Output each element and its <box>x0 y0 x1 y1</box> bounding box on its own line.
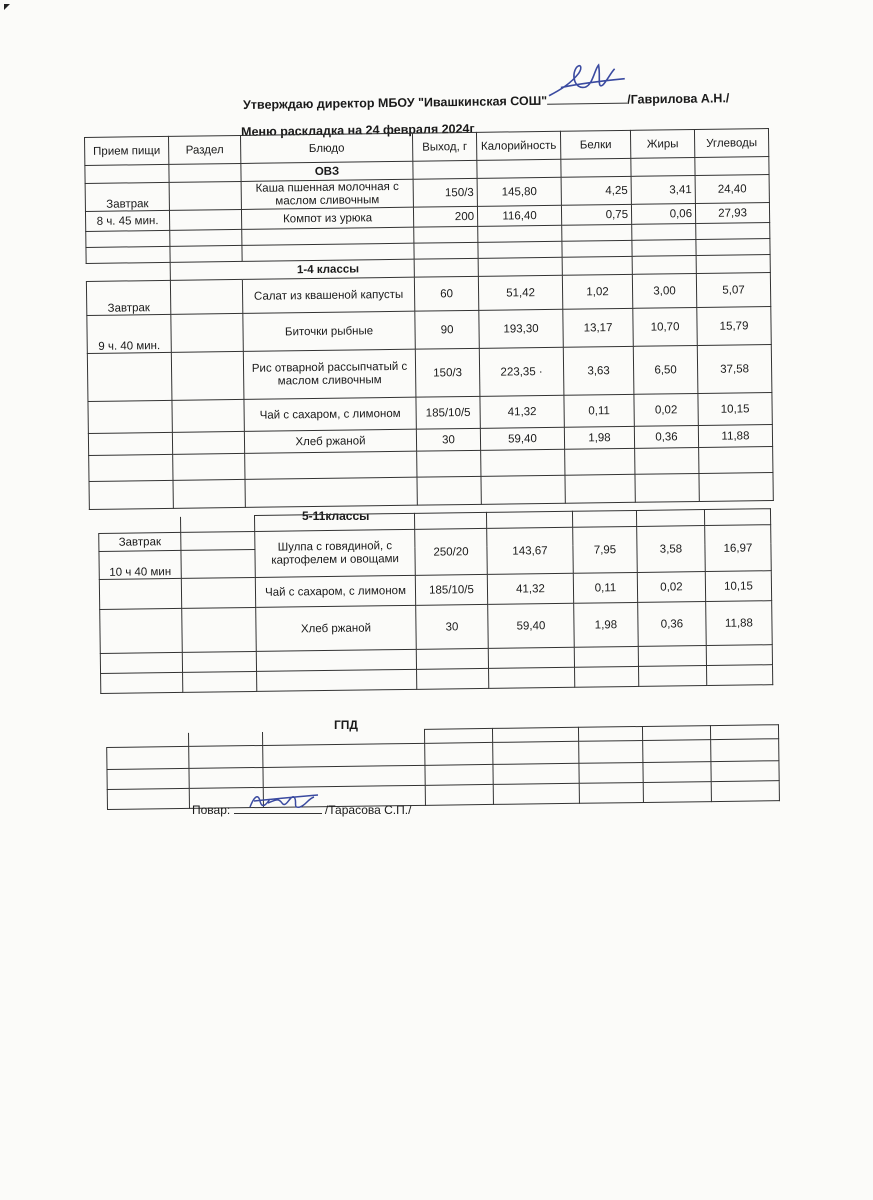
dish-yield: 185/10/5 <box>415 574 487 605</box>
section-title-1-4: 1-4 классы <box>242 259 414 279</box>
dish-protein: 4,25 <box>561 176 631 205</box>
dish-name: Хлеб ржаной <box>256 605 417 651</box>
menu-table-gpd <box>106 724 780 810</box>
dish-name: Чай с сахаром, с лимоном <box>244 397 416 431</box>
dish-protein: 13,17 <box>563 308 633 347</box>
column-header: Белки <box>560 130 630 159</box>
dish-carbs: 37,58 <box>697 345 772 394</box>
dish-carbs: 10,15 <box>698 393 772 426</box>
dish-protein: 1,02 <box>562 274 632 309</box>
meal-time: 8 ч. 45 мин. <box>85 210 169 231</box>
dish-kcal: 145,80 <box>477 177 561 206</box>
column-header: Выход, г <box>412 132 476 161</box>
menu-title: Меню раскладка на 24 февраля 2024г <box>241 121 475 139</box>
dish-fat: 3,41 <box>631 176 695 205</box>
dish-protein: 0,11 <box>573 572 637 603</box>
dish-yield: 150/3 <box>415 348 480 397</box>
dish-carbs: 27,93 <box>695 203 769 224</box>
dish-fat: 0,36 <box>634 425 698 448</box>
meal-time: 9 ч. 40 мин. <box>87 314 171 353</box>
column-header: Калорийность <box>476 131 560 160</box>
cook-signature-line <box>234 803 322 814</box>
approval-text: Утверждаю директор МБОУ "Ивашкинская СОШ" <box>243 93 548 112</box>
cook-signature <box>244 787 324 817</box>
dish-fat: 3,00 <box>632 273 696 308</box>
dish-kcal: 59,40 <box>488 603 575 648</box>
dish-kcal: 41,32 <box>487 573 573 604</box>
dish-carbs: 11,88 <box>706 601 773 646</box>
dish-carbs: 16,97 <box>705 525 772 572</box>
section-title-ovz: ОВЗ <box>241 161 413 181</box>
dish-name: Салат из квашеной капусты <box>242 277 414 313</box>
dish-kcal: 51,42 <box>478 275 562 310</box>
dish-yield: 185/10/5 <box>416 396 480 429</box>
signature-line <box>547 93 627 105</box>
director-signature <box>541 59 632 104</box>
approval-name: /Гаврилова А.Н./ <box>627 91 730 107</box>
dish-yield: 150/3 <box>413 178 477 207</box>
cook-label: Повар: <box>192 803 231 817</box>
dish-carbs: 11,88 <box>698 425 772 448</box>
dish-protein: 7,95 <box>573 526 638 573</box>
section-title-gpd: ГПД <box>334 718 358 732</box>
approval-line <box>243 91 729 112</box>
dish-protein: 0,75 <box>561 204 631 225</box>
dish-name: Компот из урюка <box>241 207 413 229</box>
dish-name: Биточки рыбные <box>243 311 415 351</box>
dish-name: Рис отварной рассыпчатый с маслом сливочным <box>243 349 416 399</box>
dish-kcal: 116,40 <box>477 205 561 226</box>
meal-name: Завтрак <box>85 182 169 211</box>
dish-protein: 0,11 <box>564 394 634 427</box>
dish-kcal: 143,67 <box>487 527 574 574</box>
dish-yield: 200 <box>413 206 477 227</box>
dish-protein: 1,98 <box>574 602 639 647</box>
scan-corner-mark <box>4 4 10 10</box>
dish-yield: 30 <box>416 604 489 649</box>
dish-kcal: 223,35 · <box>479 347 564 396</box>
column-header: Жиры <box>630 130 694 159</box>
dish-carbs: 5,07 <box>696 273 770 308</box>
dish-protein: 1,98 <box>564 426 634 449</box>
dish-kcal: 41,32 <box>480 395 564 428</box>
column-header: Раздел <box>168 135 240 164</box>
dish-protein: 3,63 <box>563 346 634 395</box>
dish-kcal: 193,30 <box>479 309 563 348</box>
dish-fat: 6,50 <box>633 345 698 394</box>
cook-name: /Тарасова С.П./ <box>324 803 412 817</box>
section-title-5-11: 5-11классы <box>302 509 370 523</box>
dish-carbs: 10,15 <box>705 571 771 602</box>
dish-kcal: 59,40 <box>480 427 564 450</box>
column-header: Прием пищи <box>85 136 169 165</box>
dish-name: Хлеб ржаной <box>244 429 416 453</box>
dish-yield: 30 <box>416 428 480 451</box>
dish-carbs: 15,79 <box>697 307 771 346</box>
dish-carbs: 24,40 <box>695 175 769 204</box>
dish-fat: 0,36 <box>638 602 707 647</box>
meal-time: 10 ч 40 мин <box>99 550 181 579</box>
dish-fat: 3,58 <box>637 526 706 573</box>
dish-fat: 0,02 <box>634 393 698 426</box>
menu-table-5-11 <box>98 508 773 694</box>
dish-yield: 90 <box>415 310 479 349</box>
dish-name: Чай с сахаром, с лимоном <box>255 575 415 607</box>
meal-name: Завтрак <box>99 532 181 551</box>
column-header: Углеводы <box>694 129 768 158</box>
dish-yield: 250/20 <box>415 528 488 575</box>
menu-table-primary <box>84 128 774 510</box>
dish-fat: 0,02 <box>637 572 705 603</box>
meal-name: Завтрак <box>86 280 170 315</box>
dish-name: Шулпа с говядиной, с картофелем и овощами <box>255 529 416 577</box>
column-header: Блюдо <box>240 133 412 163</box>
cook-line <box>192 803 411 817</box>
dish-name: Каша пшенная молочная с маслом сливочным <box>241 179 413 209</box>
dish-fat: 10,70 <box>633 307 697 346</box>
dish-fat: 0,06 <box>631 204 695 225</box>
dish-yield: 60 <box>414 276 478 311</box>
